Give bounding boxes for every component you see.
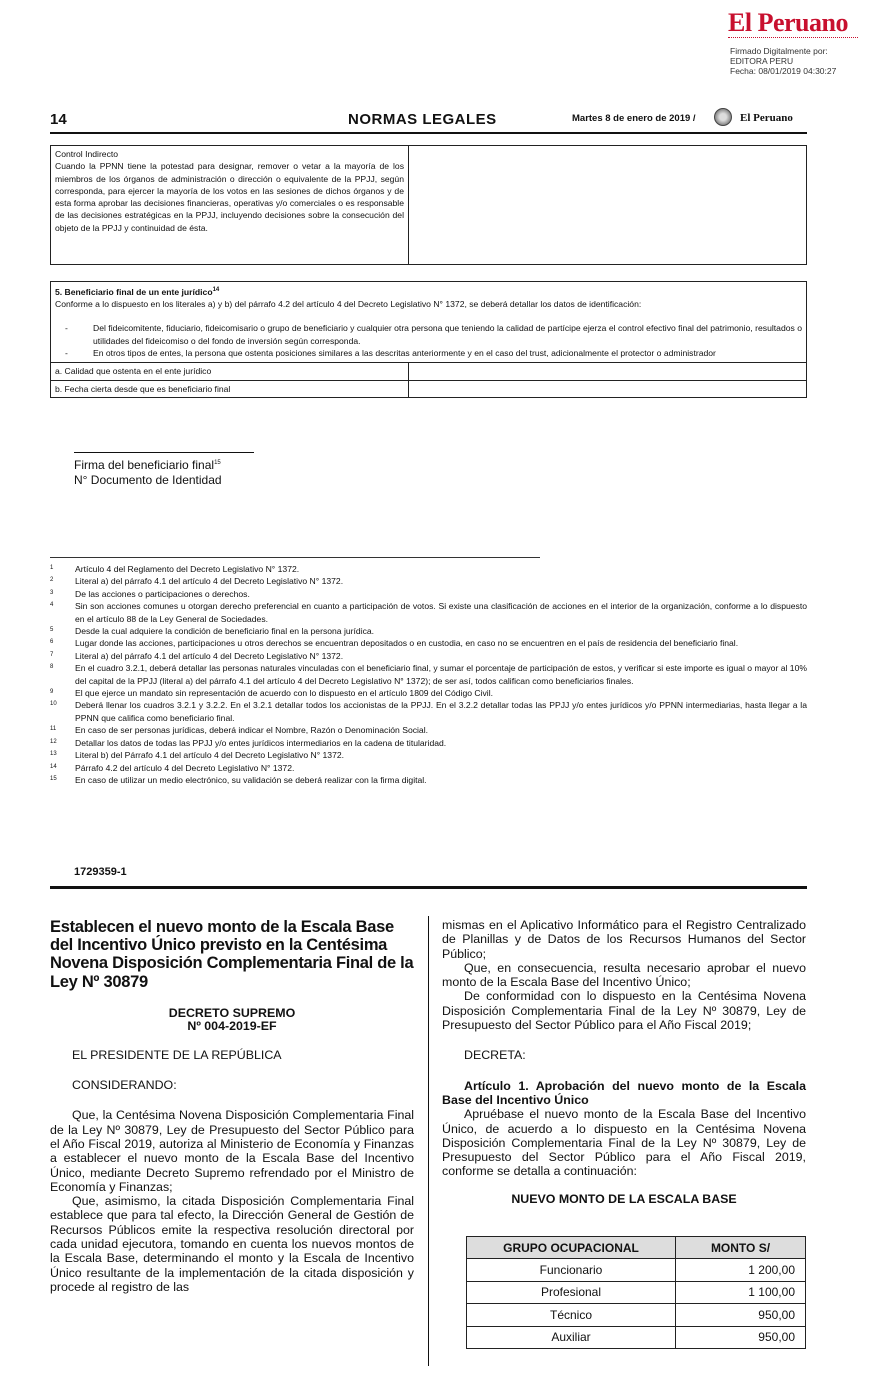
footnote-number: 15 xyxy=(50,775,57,782)
footnote-number: 10 xyxy=(50,701,57,708)
crest-icon xyxy=(714,108,732,126)
footnote-text: Sin son acciones comunes u otorgan derecho preferencial en cuanto a participación de votos. Si existe una clasificación de acciones en el interior de la organización, conforme a lo dispuesto en el artículo 88 de la Ley General de Sociedades. xyxy=(75,601,807,624)
footnote xyxy=(50,687,807,699)
footnote xyxy=(50,600,807,625)
footnote-text: Literal a) del párrafo 4.1 del artículo 4 del Decreto Legislativo N° 1372. xyxy=(75,576,344,587)
paragraph: Que, asimismo, la citada Disposición Complementaria Final establece que para tal efecto, la Dirección General de Gestión de Recursos Públicos emite la respectiva resolución directoral por cada unidad ejecutora, tomando en cuenta los nuevos montos de la Escala Base, determinando el monto y la Escala de Incentivo Único resultante de la implementación de la citada disposición y procede al registro de las xyxy=(50,1194,414,1294)
footnote xyxy=(50,737,807,749)
table-row xyxy=(467,1281,806,1304)
beneficiario-ente-juridico-table xyxy=(50,281,807,398)
control-indirecto-heading: Control Indirecto xyxy=(55,149,119,159)
table-row xyxy=(467,1304,806,1327)
control-indirecto-table xyxy=(50,145,807,265)
section5-bullet xyxy=(55,347,802,359)
article-headline: Establecen el nuevo monto de la Escala Base del Incentivo Único previsto en la Centésima Novena Disposición Complementaria Final de la Ley Nº 30879 xyxy=(50,918,414,991)
page-number: 14 xyxy=(50,111,67,128)
signed-line: EDITORA PERU xyxy=(730,56,794,66)
decreta: DECRETA: xyxy=(464,1048,526,1063)
table-header: GRUPO OCUPACIONAL xyxy=(467,1237,676,1259)
monto-cell: 950,00 xyxy=(676,1326,806,1349)
footnote xyxy=(50,724,807,736)
article-1-text: Apruébase el nuevo monto de la Escala Base del Incentivo Único, de acuerdo a lo dispuesto en la Centésima Novena Disposición Complementaria Final de la Ley Nº 30879, Ley de Presupuesto del Sector Público para el Año Fiscal 2019, conforme se detalla a continuación: xyxy=(442,1107,806,1179)
signed-line: Fecha: 08/01/2019 04:30:27 xyxy=(730,66,837,76)
digital-signature-stamp xyxy=(730,46,836,76)
considerando: CONSIDERANDO: xyxy=(72,1078,177,1093)
article-1-title: Artículo 1. Aprobación del nuevo monto de la Escala Base del Incentivo Único xyxy=(442,1078,806,1107)
section5-title-footnote: 14 xyxy=(212,287,220,293)
paragraph: De conformidad con lo dispuesto en la Centésima Novena Disposición Complementaria Final de la Ley Nº 30879, Ley de Presupuesto del Sector Público para el Año Fiscal 2019; xyxy=(442,989,806,1033)
decree-number: Nº 004-2019-EF xyxy=(187,1019,277,1034)
paragraph: mismas en el Aplicativo Informático para el Registro Centralizado de Planillas y de Datos de los Recursos Humanos del Sector Público; xyxy=(442,918,806,961)
footnote xyxy=(50,625,807,637)
row-b-value[interactable] xyxy=(409,380,807,397)
column-rule xyxy=(428,916,429,1366)
control-indirecto-text: Cuando la PPNN tiene la potestad para designar, remover o vetar a la mayoría de los miembros de los órganos de administración o dirección o equivalente de la PPJJ, según corresponda, para ejercer la mayoría de los votos en las sesiones de dichos órganos y de esta forma aprobar las decisiones financieras, operativas y/o comerciales o es responsable de las decisiones estratégicas en la PPJJ, incluyendo decisiones sobre la consecución del objeto de la PPJJ y continuidad de ésta. xyxy=(55,161,404,233)
article-left-column xyxy=(50,918,414,1294)
footnote xyxy=(50,662,807,687)
footnote-number: 14 xyxy=(50,763,57,770)
footnote-text: Literal a) del párrafo 4.1 del artículo 4 del Decreto Legislativo N° 1372. xyxy=(75,650,344,661)
footnote xyxy=(50,575,807,587)
signature-line[interactable] xyxy=(74,452,254,453)
footnote-text: En caso de utilizar un medio electrónico, su validación se deberá realizar con la firma digital. xyxy=(75,774,427,785)
section5-header-cell xyxy=(51,282,807,363)
footnote-text: De las acciones o participaciones o derechos. xyxy=(75,588,250,599)
document-code: 1729359-1 xyxy=(74,866,127,878)
grupo-ocupacional-cell: Técnico xyxy=(467,1304,676,1327)
footnote-text: Detallar los datos de todas las PPJJ y/o entes jurídicos intermediarios en la cadena de titularidad. xyxy=(75,737,447,748)
footnote xyxy=(50,749,807,761)
footnote-number: 11 xyxy=(50,726,57,733)
grupo-ocupacional-cell: Funcionario xyxy=(467,1259,676,1282)
table-row xyxy=(467,1326,806,1349)
control-indirecto-cell xyxy=(51,146,409,265)
signed-line: Firmado Digitalmente por: xyxy=(730,46,828,56)
monto-cell: 1 100,00 xyxy=(676,1281,806,1304)
paper-name: El Peruano xyxy=(740,112,793,124)
monto-cell: 950,00 xyxy=(676,1304,806,1327)
row-a-value[interactable] xyxy=(409,363,807,380)
footnote-number: 6 xyxy=(50,639,54,646)
section5-title xyxy=(55,284,802,298)
signature-label xyxy=(74,458,221,472)
footnote-number: 12 xyxy=(50,738,57,745)
row-a-label: a. Calidad que ostenta en el ente jurídico xyxy=(51,363,409,380)
bullet-dash: - xyxy=(65,348,68,359)
section5-bullet xyxy=(55,322,802,347)
row-b-label: b. Fecha cierta desde que es beneficiario final xyxy=(51,380,409,397)
footnote xyxy=(50,762,807,774)
table-row xyxy=(467,1259,806,1282)
footnote-number: 5 xyxy=(50,627,54,634)
bullet-text: En otros tipos de entes, la persona que ostenta posiciones similares a las descritas anteriormente y en el caso del trust, adicionalmente el protector o administrador xyxy=(93,348,716,359)
issue-date: Martes 8 de enero de 2019 / xyxy=(572,113,696,124)
table-body xyxy=(467,1259,806,1349)
footnote-text: Artículo 4 del Reglamento del Decreto Legislativo N° 1372. xyxy=(75,564,300,574)
grupo-ocupacional-cell: Auxiliar xyxy=(467,1326,676,1349)
section-separator xyxy=(50,886,807,889)
footnote xyxy=(50,637,807,649)
decree-type: DECRETO SUPREMO xyxy=(168,1005,296,1020)
footnote-number: 3 xyxy=(50,589,54,596)
footnote-number: 13 xyxy=(50,751,57,758)
footnote-text: Literal b) del Párrafo 4.1 del artículo 4 del Decreto Legislativo N° 1372. xyxy=(75,750,345,761)
footnote xyxy=(50,774,807,786)
footnote xyxy=(50,588,807,600)
footnote-text: Lugar donde las acciones, participaciones u otros derechos se encuentran depositados o en custodia, en caso no se encuentren en el país de residencia del beneficiario final. xyxy=(75,638,739,649)
control-indirecto-answer-cell[interactable] xyxy=(409,146,807,265)
footnote-number: 8 xyxy=(50,664,54,671)
footnote-number: 9 xyxy=(50,689,54,696)
monto-cell: 1 200,00 xyxy=(676,1259,806,1282)
table-header: MONTO S/ xyxy=(676,1237,806,1259)
section5-title-text: 5. Beneficiario final de un ente jurídico xyxy=(55,286,213,297)
table-header-row xyxy=(467,1237,806,1259)
footnote-text: Desde la cual adquiere la condición de beneficiario final en la persona jurídica. xyxy=(75,626,375,637)
logo-text: El Peruano xyxy=(728,8,848,37)
article-right-column xyxy=(442,918,806,1206)
footnote xyxy=(50,563,807,575)
paragraph: Que, la Centésima Novena Disposición Complementaria Final de la Ley Nº 30879, Ley de Presupuesto del Sector Público para el Año Fiscal 2019, autoriza al Ministerio de Economía y Finanzas a establecer el nuevo monto de la Escala Base del Incentivo Único, mediante Decreto Supremo refrendado por el Ministro de Economía y Finanzas; xyxy=(50,1108,414,1194)
signature-label-text: Firma del beneficiario final xyxy=(74,458,215,472)
footnote-number: 7 xyxy=(50,651,54,658)
table-title: NUEVO MONTO DE LA ESCALA BASE xyxy=(511,1191,737,1206)
logo-underline xyxy=(728,37,858,40)
footnote-text: En el cuadro 3.2.1, deberá detallar las personas naturales vinculadas con el beneficiario final, y sumar el porcentaje de participación de estos, y verificar si este importe es igual o mayor al 10% del capital de la PPJJ (literal a) del párrafo 4.1 del artículo 4 del Decreto Legislativo N° 1372); de ser así, todos califican como beneficiarios finales. xyxy=(75,663,807,686)
footnote-number: 2 xyxy=(50,577,54,584)
escala-base-table xyxy=(466,1236,806,1349)
footnote-rule xyxy=(50,557,540,558)
footnote-text: En caso de ser personas jurídicas, deberá indicar el Nombre, Razón o Denominación Social. xyxy=(75,725,429,736)
paragraph: Que, en consecuencia, resulta necesario aprobar el nuevo monto de la Escala Base del Incentivo Único; xyxy=(442,960,806,990)
el-peruano-logo xyxy=(728,10,868,50)
bullet-dash: - xyxy=(65,323,68,334)
section-title: NORMAS LEGALES xyxy=(348,111,497,128)
footnote-number: 4 xyxy=(50,602,54,609)
id-document-label: N° Documento de Identidad xyxy=(74,473,222,487)
section5-intro: Conforme a lo dispuesto en los literales a) y b) del párrafo 4.2 del artículo 4 del Decreto Legislativo N° 1372, se deberá detallar los datos de identificación: xyxy=(55,299,642,310)
footnote xyxy=(50,699,807,724)
president-line: EL PRESIDENTE DE LA REPÚBLICA xyxy=(72,1047,282,1062)
footnote-text: El que ejerce un mandato sin representación de acuerdo con lo dispuesto en el artículo 1809 del Código Civil. xyxy=(75,688,494,699)
header-rule xyxy=(50,132,807,134)
footnote xyxy=(50,650,807,662)
footnote-text: Párrafo 4.2 del artículo 4 del Decreto Legislativo N° 1372. xyxy=(75,762,295,773)
footnotes xyxy=(50,563,807,786)
grupo-ocupacional-cell: Profesional xyxy=(467,1281,676,1304)
footnote-text: Deberá llenar los cuadros 3.2.1 y 3.2.2. En el 3.2.1 detallar todos los accionistas de la PPJJ. En el 3.2.2 detallar todas las PPJJ y/o entes jurídicos y/o PPNN intermediarias, hasta llegar a la PPNN que califica como beneficiario final. xyxy=(75,700,807,723)
footnote-number: 1 xyxy=(50,565,54,571)
signature-footnote: 15 xyxy=(214,460,221,466)
bullet-text: Del fideicomitente, fiduciario, fideicomisario o grupo de beneficiario y cualquier otra persona que teniendo la calidad de partícipe ejerza el control efectivo final del patrimonio, resultados o utilidades del fideicomiso o del fondo de inversión según corresponda. xyxy=(93,323,802,346)
